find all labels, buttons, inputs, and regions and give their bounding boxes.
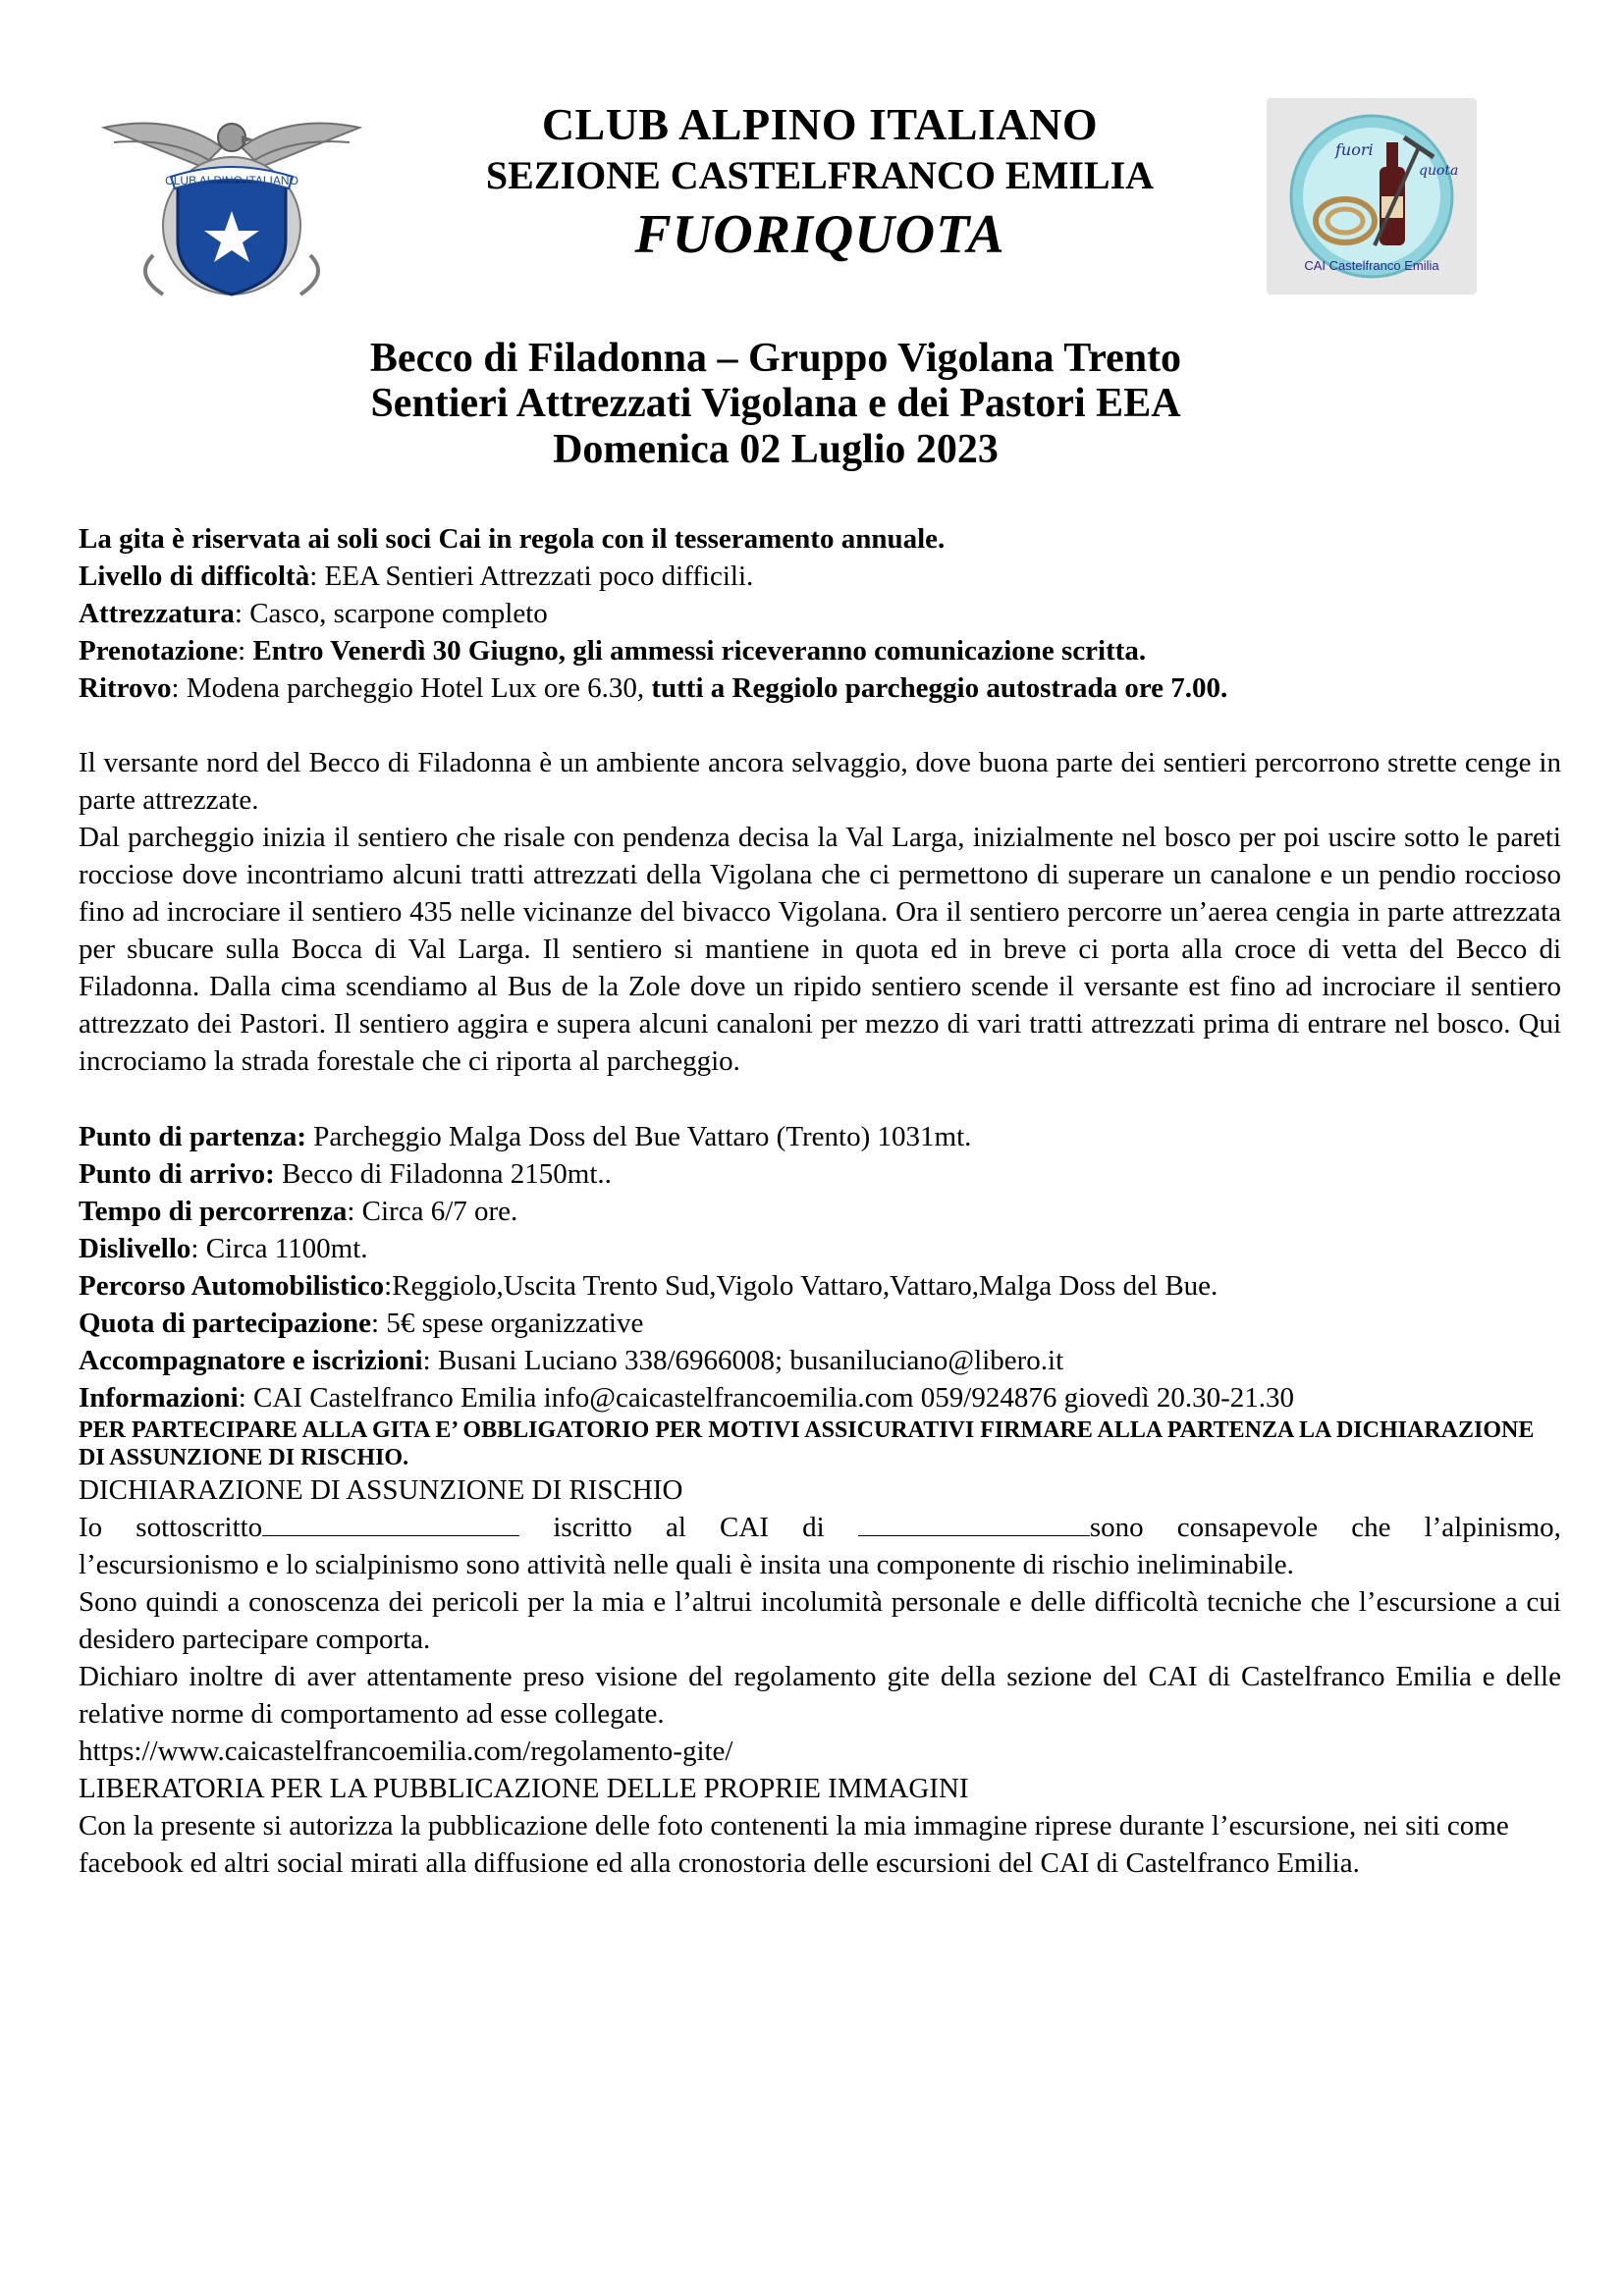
badge-text-cai: CAI Castelfranco Emilia	[1304, 258, 1439, 273]
difficulty-label: Livello di difficoltà	[79, 561, 310, 592]
cai-eagle-logo	[94, 108, 369, 304]
detail-value: : Busani Luciano 338/6966008; busaniluciano@libero.it	[422, 1345, 1064, 1376]
decl-word: l’alpinismo,	[1424, 1512, 1561, 1543]
booking-value: Entro Venerdì 30 Giugno, gli ammessi riceveranno comunicazione scritta.	[252, 635, 1147, 667]
description-paragraph-2: Dal parcheggio inizia il sentiero che risale con pendenza decisa la Val Larga, inizialmente nel bosco per poi uscire sotto le pareti rocciose dove incontriamo alcuni tratti attrezzati della Vigolana che ci permettono di superare un canalone e un pendio roccioso fino ad incrociare il sentiero 435 nelle vicinanze del bivacco Vigolana. Ora il sentiero percorre un’aerea cengia in parte attrezzata per sbucare sulla Bocca di Val Larga. Il sentiero si mantiene in quota ed in breve ci porta alla croce di vetta del Becco di Filadonna. Dalla cima scendiamo al Bus de la Zole dove un ripido sentiero scende il versante est fino ad incrociare il sentiero attrezzato dei Pastori. Il sentiero aggira e supera alcuni canaloni per mezzo di vari tratti attrezzati prima di entrare nel bosco. Qui incrociamo la strada forestale che ci riporta al parcheggio.	[79, 822, 1561, 1077]
booking-line	[79, 632, 1561, 669]
detail-value: : Circa 1100mt.	[190, 1233, 368, 1264]
header	[393, 98, 1247, 269]
cai-logo-ribbon-text: CLUB ALPINO ITALIANO	[165, 174, 298, 187]
regulations-link[interactable]: https://www.caicastelfrancoemilia.com/regolamento-gite/	[79, 1735, 733, 1767]
detail-label: Percorso Automobilistico	[79, 1270, 385, 1302]
main-content	[79, 520, 1561, 1882]
decl-word: sottoscritto	[135, 1512, 263, 1543]
meeting-label: Ritrovo	[79, 672, 172, 704]
equipment-label: Attrezzatura	[79, 598, 235, 629]
detail-value: Becco di Filadonna 2150mt..	[274, 1158, 612, 1190]
release-text: Con la presente si autorizza la pubblicazione delle foto contenenti la mia immagine riprese durante l’escursione, nei siti come facebook ed altri social mirati alla diffusione ed alla cronostoria delle escursioni del CAI di Castelfranco Emilia.	[79, 1810, 1509, 1879]
decl-word: Io	[79, 1512, 103, 1543]
decl-word: iscritto	[553, 1512, 632, 1543]
decl-word: consapevole	[1176, 1512, 1319, 1543]
decl-word-with-blank	[135, 1509, 519, 1546]
meeting-line	[79, 669, 1561, 707]
equipment-line	[79, 595, 1561, 632]
equipment-value: : Casco, scarpone completo	[234, 598, 548, 629]
difficulty-value: : EEA Sentieri Attrezzati poco difficili.	[309, 561, 754, 592]
decl-word: al	[665, 1512, 686, 1543]
detail-item	[79, 1230, 1561, 1267]
mandatory-notice: PER PARTECIPARE ALLA GITA E’ OBBLIGATORIO PER MOTIVI ASSICURATIVI FIRMARE ALLA PARTENZA LA DICHIARAZIONE DI ASSUNZIONE DI RISCHIO.	[79, 1417, 1535, 1470]
detail-label: Quota di partecipazione	[79, 1308, 372, 1339]
detail-item	[79, 1155, 1561, 1193]
detail-label: Dislivello	[79, 1233, 191, 1264]
detail-item	[79, 1118, 1561, 1155]
detail-item	[79, 1193, 1561, 1230]
detail-value: Parcheggio Malga Doss del Bue Vattaro (Trento) 1031mt.	[306, 1121, 972, 1152]
declaration-paragraph-3: Dichiaro inoltre di aver attentamente preso visione del regolamento gite della sezione del CAI di Castelfranco Emilia e delle relative norme di comportamento ad esse collegate.	[79, 1661, 1561, 1730]
details-list	[79, 1118, 1561, 1416]
declaration-line-1-rest: l’escursionismo e lo scialpinismo sono attività nelle quali è insita una componente di rischio ineliminabile.	[79, 1549, 1294, 1580]
declaration-fill-line	[79, 1509, 1561, 1546]
fuoriquota-badge-logo	[1267, 98, 1477, 294]
declaration-paragraph-2: Sono quindi a conoscenza dei pericoli per la mia e l’altrui incolumità personale e delle difficoltà tecniche che l’escursione a cui desidero partecipare comporta.	[79, 1586, 1561, 1655]
badge-text-quota: quota	[1419, 163, 1459, 179]
meeting-value: : Modena parcheggio Hotel Lux ore 6.30,	[171, 672, 652, 704]
detail-label: Punto di arrivo:	[79, 1158, 275, 1190]
org-name: CLUB ALPINO ITALIANO	[541, 99, 1099, 149]
declaration-heading: DICHIARAZIONE DI ASSUNZIONE DI RISCHIO	[79, 1474, 683, 1506]
title-line-2: Sentieri Attrezzati Vigolana e dei Pastori EEA	[370, 381, 1181, 426]
excursion-title	[196, 336, 1355, 473]
detail-item	[79, 1379, 1561, 1416]
decl-word: CAI	[720, 1512, 769, 1543]
detail-value: :Reggiolo,Uscita Trento Sud,Vigolo Vattaro,Vattaro,Malga Doss del Bue.	[384, 1270, 1218, 1302]
detail-item	[79, 1267, 1561, 1305]
booking-sep: :	[238, 635, 253, 667]
description-paragraph-1: Il versante nord del Becco di Filadonna è un ambiente ancora selvaggio, dove buona parte dei sentieri percorrono strette cenge in parte attrezzate.	[79, 747, 1561, 816]
detail-label: Accompagnatore e iscrizioni	[79, 1345, 423, 1376]
group-name: FUORIQUOTA	[634, 204, 1005, 265]
detail-label: Tempo di percorrenza	[79, 1196, 348, 1227]
reserved-notice: La gita è riservata ai soli soci Cai in regola con il tesseramento annuale.	[79, 523, 946, 555]
name-blank-field[interactable]	[262, 1512, 519, 1536]
detail-label: Punto di partenza:	[79, 1121, 306, 1152]
detail-value: : 5€ spese organizzative	[371, 1308, 644, 1339]
detail-value: : CAI Castelfranco Emilia info@caicastelfrancoemilia.com 059/924876 giovedì 20.30-21.30	[238, 1382, 1294, 1414]
detail-item	[79, 1342, 1561, 1379]
meeting-bold: tutti a Reggiolo parcheggio autostrada ore 7.00.	[651, 672, 1228, 704]
section-name: SEZIONE CASTELFRANCO EMILIA	[485, 153, 1155, 197]
section-blank-field[interactable]	[858, 1512, 1090, 1536]
risk-declaration	[79, 1471, 1561, 1882]
badge-text-fuori: fuori	[1335, 140, 1374, 159]
decl-word-with-blank	[858, 1509, 1144, 1546]
title-line-1: Becco di Filadonna – Gruppo Vigolana Trento	[369, 336, 1182, 381]
release-heading: LIBERATORIA PER LA PUBBLICAZIONE DELLE PROPRIE IMMAGINI	[79, 1773, 969, 1804]
title-date: Domenica 02 Luglio 2023	[553, 427, 999, 472]
detail-value: : Circa 6/7 ore.	[347, 1196, 518, 1227]
detail-label: Informazioni	[79, 1382, 239, 1414]
booking-label: Prenotazione	[79, 635, 239, 667]
difficulty-line	[79, 558, 1561, 595]
decl-word: di	[802, 1512, 825, 1543]
decl-word: sono	[1089, 1512, 1144, 1543]
decl-word: che	[1351, 1512, 1391, 1543]
detail-item	[79, 1305, 1561, 1342]
